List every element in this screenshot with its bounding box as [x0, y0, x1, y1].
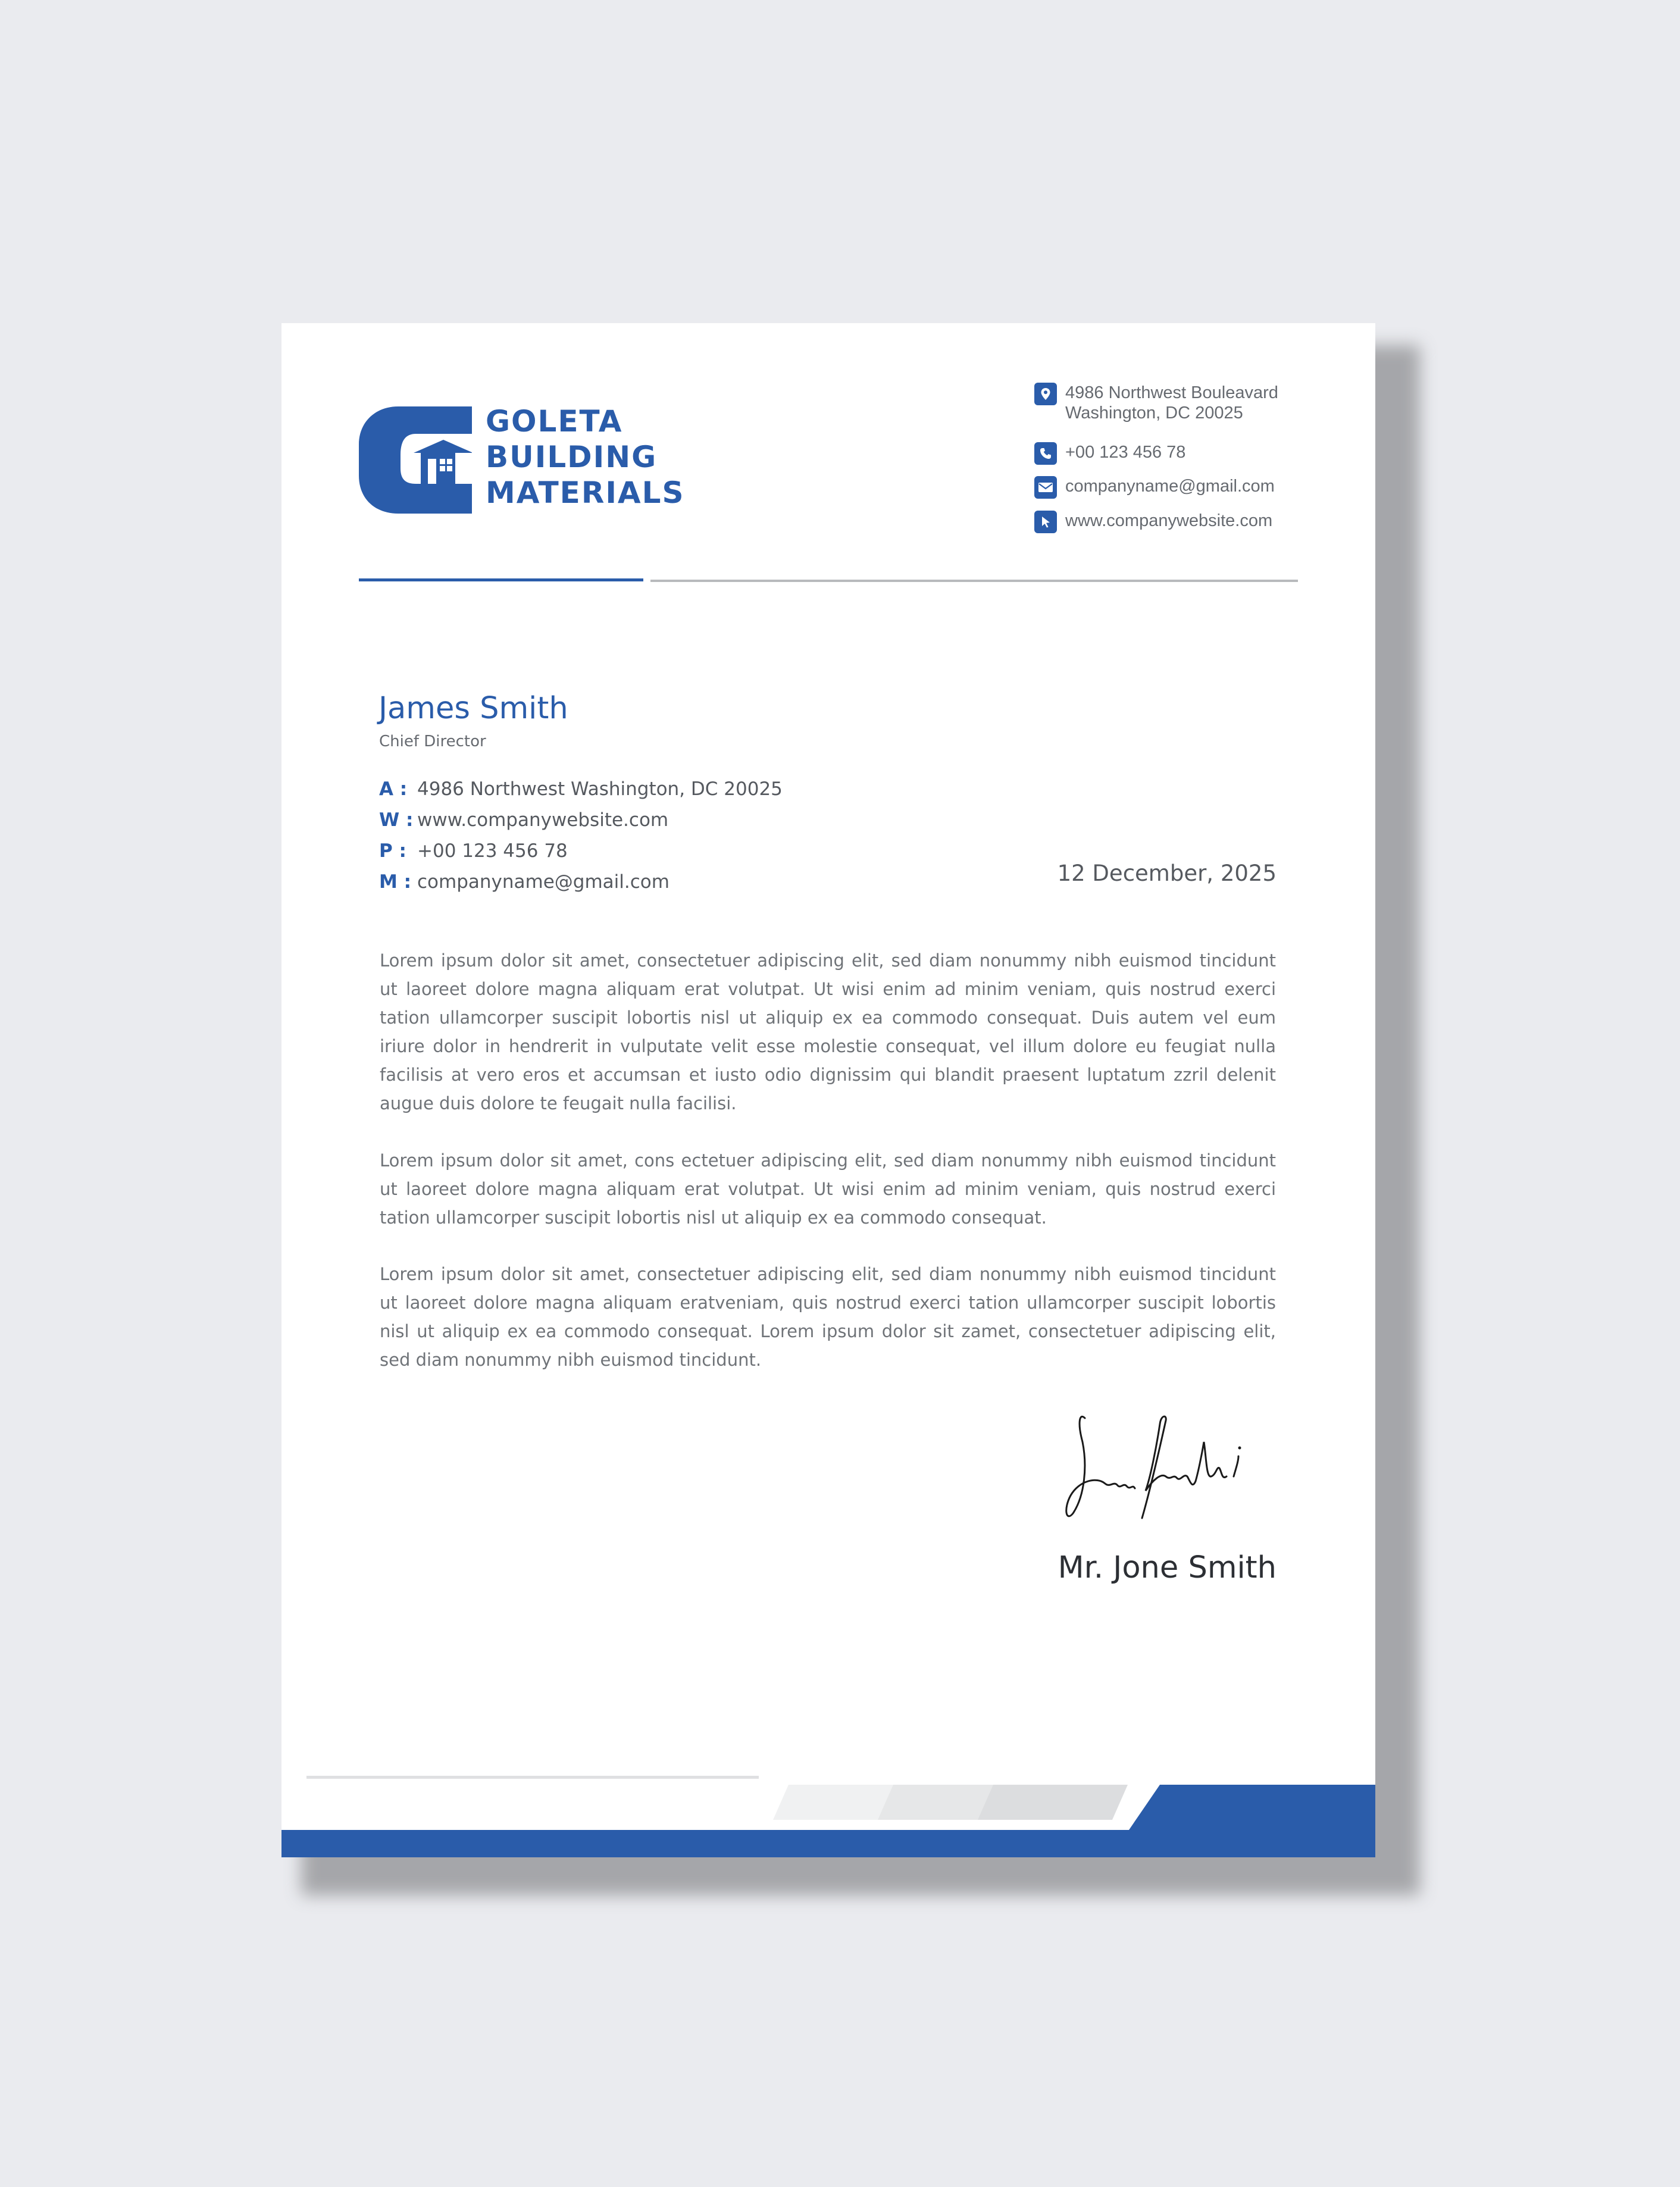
company-name-line-3: MATERIALS [486, 475, 685, 510]
contact-address [1034, 383, 1278, 423]
signer-name: Mr. Jone Smith [1058, 1550, 1277, 1585]
detail-website-value: www.companywebsite.com [417, 809, 669, 831]
body-paragraph-1: Lorem ipsum dolor sit amet, consectetuer adipiscing elit, sed diam nonummy nibh euismod tincidunt ut laoreet dolore magna aliquam erat volutpat. Ut wisi enim ad minim veniam, quis nostrud exerci tation ullamcorper suscipit lobortis nisl ut aliquip ex ea commodo consequat. Duis autem vel eum iriure dolor in hendrerit in vulputate velit esse molestie consequat, vel illum dolore eu feugiat nulla facilisis at vero eros et accumsan et iusto odio dignissim qui blandit praesent luptatum zzril delenit augue duis dolore te feugait nulla facilisi. [380, 950, 1276, 1113]
company-name-line-1: GOLETA [486, 404, 623, 439]
contact-address-line-2: Washington, DC 20025 [1065, 403, 1243, 423]
contact-phone-text: +00 123 456 78 [1065, 443, 1186, 462]
contact-website [1034, 511, 1272, 533]
detail-address-value: 4986 Northwest Washington, DC 20025 [417, 778, 783, 800]
detail-phone [379, 836, 568, 866]
house-in-g-logo-icon [359, 406, 472, 514]
contact-email [1034, 476, 1275, 499]
detail-email-value: companyname@gmail.com [417, 871, 670, 893]
contact-address-line-1: 4986 Northwest Bouleavard [1065, 383, 1278, 402]
body-paragraph-2: Lorem ipsum dolor sit amet, cons ectetuer adipiscing elit, sed diam nonummy nibh euismod tincidunt ut laoreet dolore magna aliquam erat volutpat. Ut wisi enim ad minim veniam, quis nostrud exerci tation ullamcorper suscipit lobortis nisl ut aliquip ex ea commodo consequat. [380, 1150, 1276, 1228]
letter-date: 12 December, 2025 [1057, 861, 1277, 886]
envelope-icon [1034, 476, 1057, 499]
contact-website-text: www.companywebsite.com [1065, 511, 1273, 530]
body-paragraph-3: Lorem ipsum dolor sit amet, consectetuer adipiscing elit, sed diam nonummy nibh euismod tincidunt ut laoreet dolore magna aliquam eratveniam, quis nostrud exerci tation ullamcorper suscipit lobortis nisl ut aliquip ex ea commodo consequat. Lorem ipsum dolor sit zamet, consectetuer adipiscing elit, sed diam nonummy nibh euismod tincidunt. [380, 1264, 1276, 1370]
header-divider-accent [359, 578, 643, 581]
detail-website-key: W : [379, 809, 414, 831]
detail-address-key: A : [379, 778, 408, 800]
contact-email-text: companyname@gmail.com [1065, 477, 1275, 496]
letterhead-page [281, 323, 1375, 1857]
phone-icon [1034, 442, 1057, 465]
detail-address [379, 774, 783, 805]
footer-band [281, 1757, 1375, 1857]
contact-phone [1034, 442, 1185, 465]
cursor-arrow-icon [1034, 511, 1057, 533]
detail-phone-key: P : [379, 840, 406, 862]
location-pin-icon [1034, 383, 1057, 405]
recipient-title: Chief Director [379, 733, 486, 750]
recipient-name: James Smith [378, 691, 568, 726]
handwritten-signature [1061, 1406, 1257, 1537]
company-name [486, 403, 685, 511]
detail-email-key: M : [379, 871, 412, 893]
company-name-line-2: BUILDING [486, 440, 658, 474]
detail-website [379, 805, 668, 836]
detail-email [379, 866, 670, 897]
detail-phone-value: +00 123 456 78 [417, 840, 568, 862]
header-divider [650, 580, 1298, 582]
